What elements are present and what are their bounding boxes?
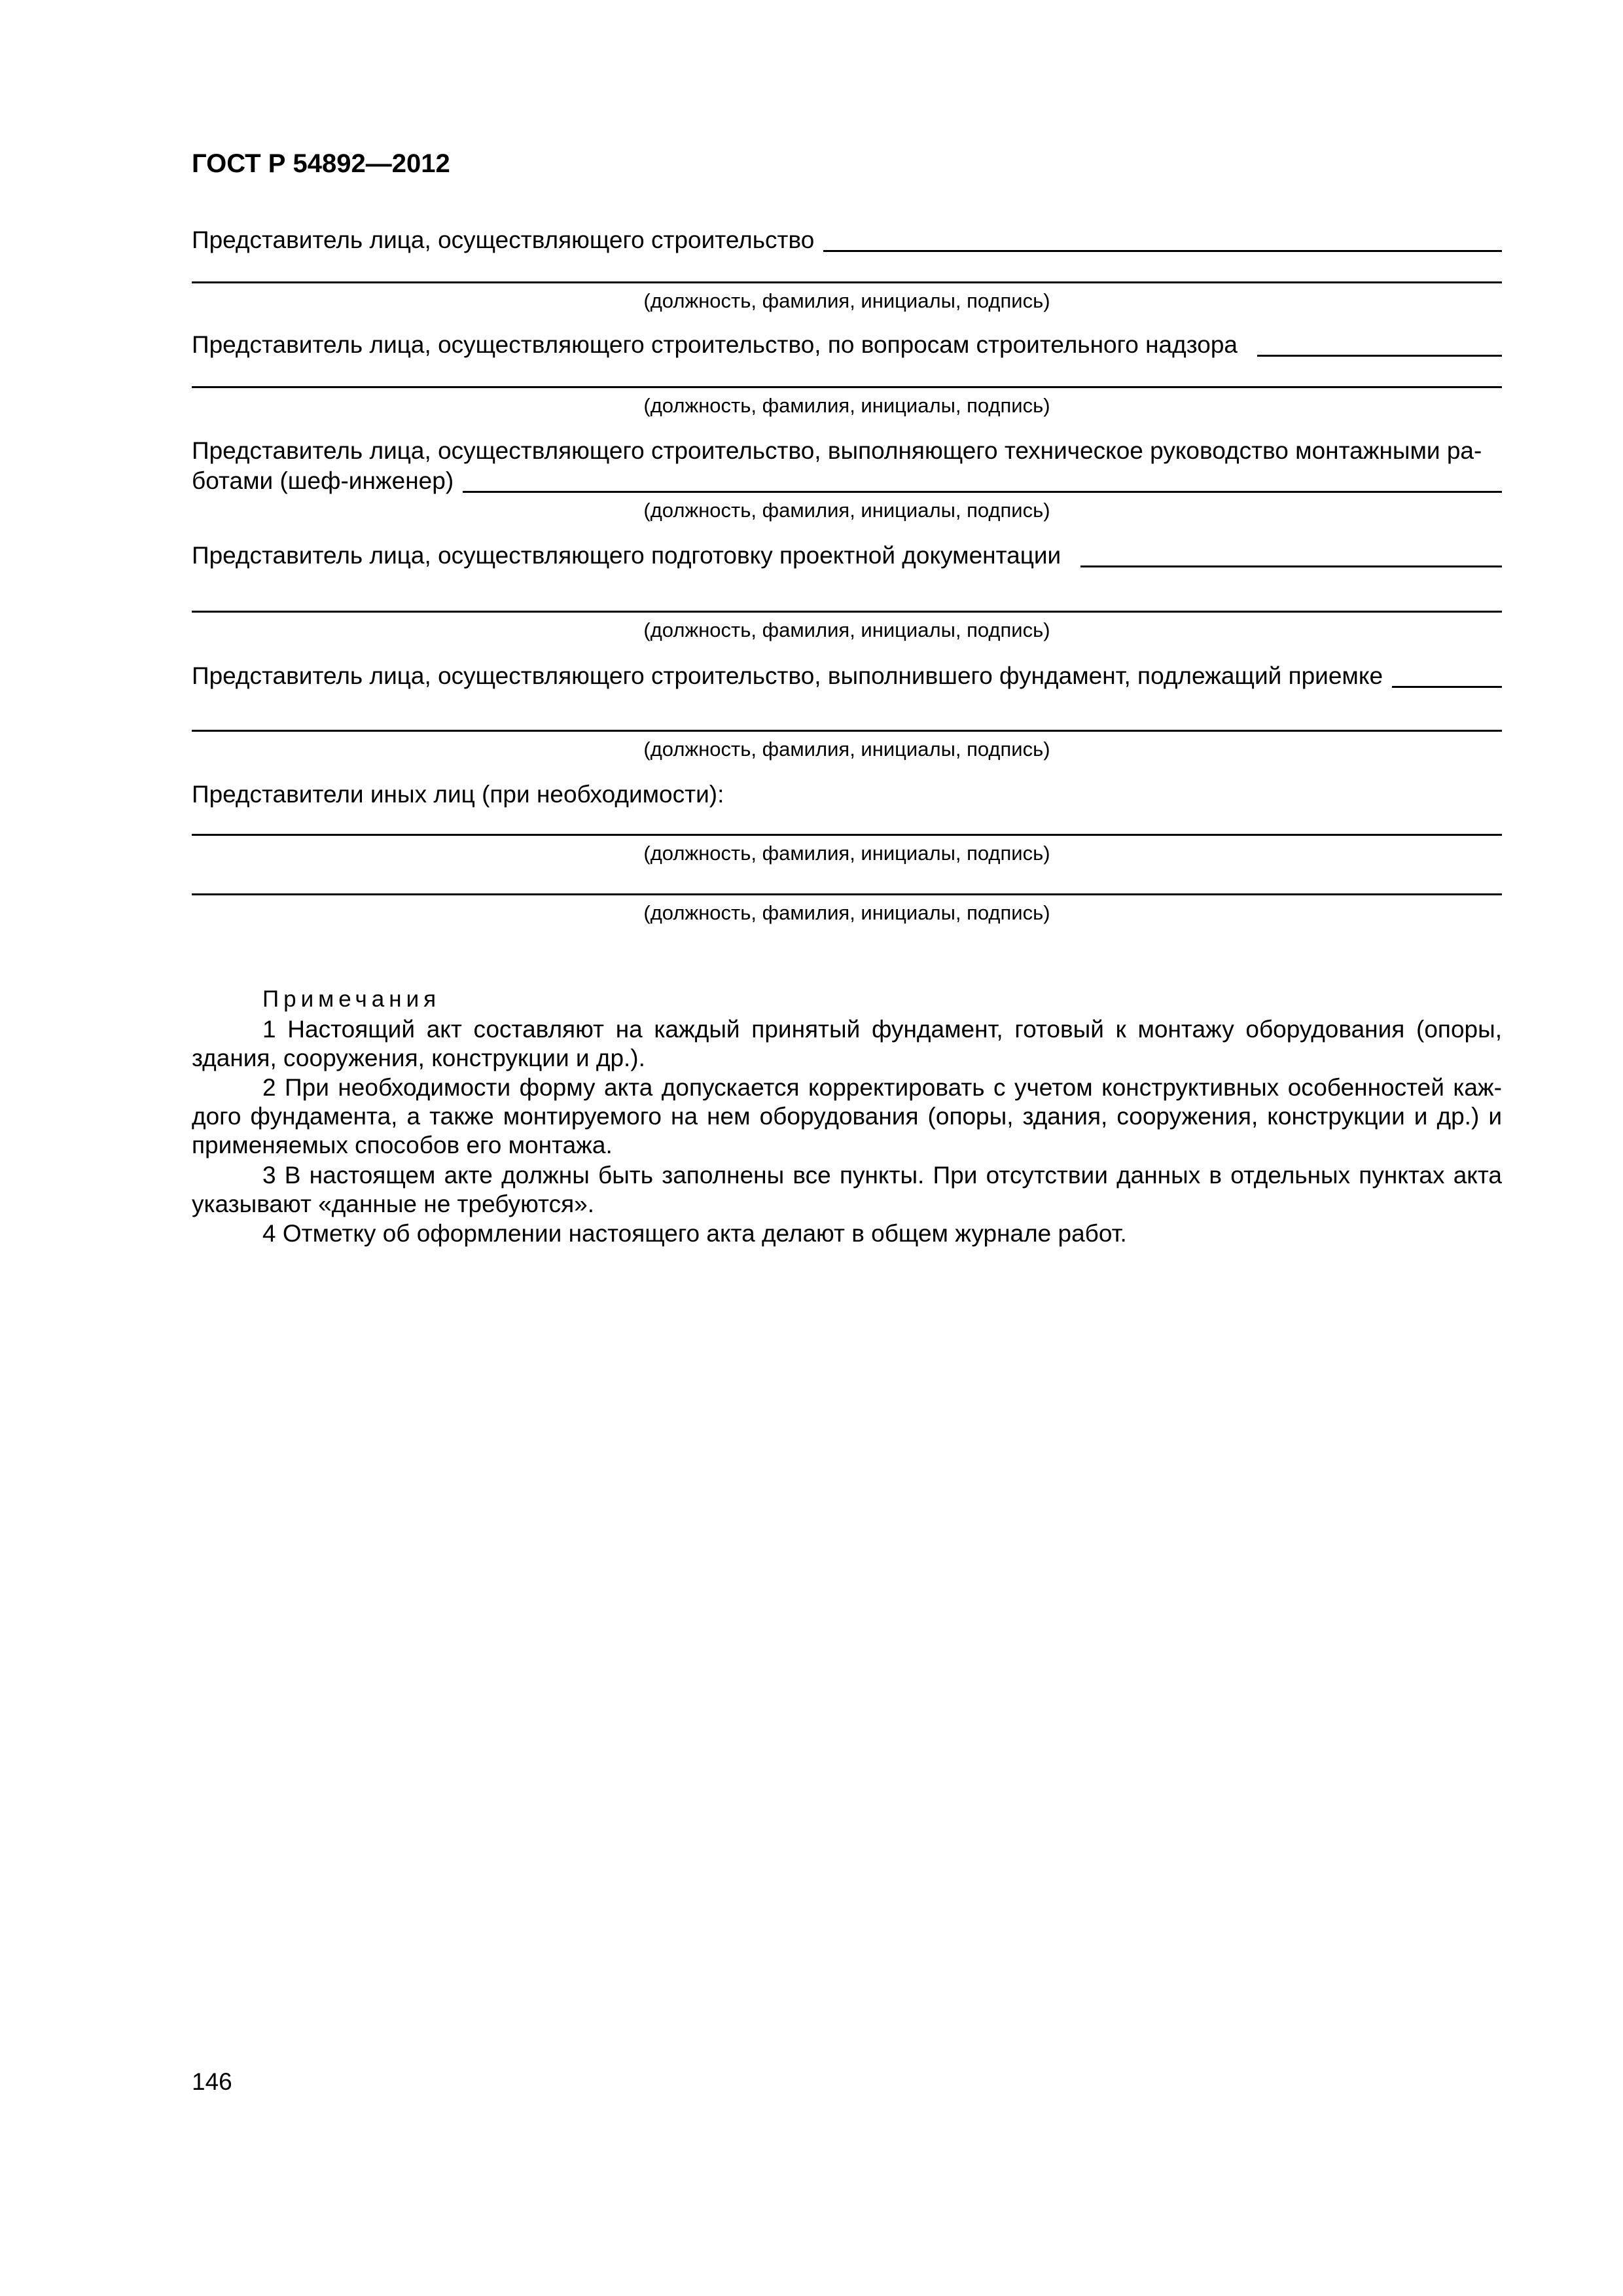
signature-caption: (должность, фамилия, инициалы, подпись) (643, 394, 1050, 417)
signature-line[interactable] (192, 834, 1502, 836)
note-item: 2 При необходимости форму акта допускается корректировать с учетом конструктивных особенностей каж-дого фундамента, а также монтируемого на нем оборудования (опоры, здания, сооружения, конструкции и др.) и применяемых способов его монтажа. (192, 1074, 1502, 1158)
signature-label: Представитель лица, осуществляющего строительство, выполняющего техническое руководство монтажными ра- (192, 437, 1482, 464)
signature-blank[interactable] (463, 469, 1502, 493)
signature-label: Представитель лица, осуществляющего подготовку проектной документации (192, 542, 1061, 569)
note-item: 4 Отметку об оформлении настоящего акта делают в общем журнале работ. (262, 1220, 1127, 1247)
signature-blank[interactable] (1257, 332, 1502, 357)
signature-blank[interactable] (823, 228, 1502, 252)
signature-caption: (должность, фамилия, инициалы, подпись) (643, 619, 1050, 641)
signature-caption: (должность, фамилия, инициалы, подпись) (643, 842, 1050, 865)
signature-row (192, 226, 1502, 255)
signature-blank[interactable] (1392, 664, 1502, 688)
signature-caption: (должность, фамилия, инициалы, подпись) (643, 738, 1050, 761)
note-item: 1 Настоящий акт составляют на каждый принятый фундамент, готовый к монтажу оборудования (опоры, здания, сооружения, конструкции и др.). (192, 1016, 1502, 1071)
signature-row (192, 541, 1502, 570)
signature-line[interactable] (192, 386, 1502, 388)
page-number: 146 (192, 2068, 232, 2095)
signature-caption: (должность, фамилия, инициалы, подпись) (643, 499, 1050, 522)
signature-label: Представитель лица, осуществляющего строительство, выполнившего фундамент, подлежащий приемке (192, 662, 1383, 689)
notes-title: Примечания (262, 986, 441, 1012)
signature-line[interactable] (192, 281, 1502, 283)
note-item: 3 В настоящем акте должны быть заполнены все пункты. При отсутствии данных в отдельных пунктах акта указывают «данные не требуются». (192, 1162, 1502, 1217)
signature-caption: (должность, фамилия, инициалы, подпись) (643, 901, 1050, 924)
signature-row (192, 331, 1502, 359)
signature-label: Представитель лица, осуществляющего строительство, по вопросам строительного надзора (192, 331, 1238, 358)
signature-row (192, 662, 1502, 691)
signature-line[interactable] (192, 611, 1502, 613)
signature-line[interactable] (192, 893, 1502, 895)
signature-row (192, 467, 1502, 495)
signature-caption: (должность, фамилия, инициалы, подпись) (643, 289, 1050, 312)
signature-label: Представитель лица, осуществляющего строительство (192, 226, 815, 253)
signature-label: ботами (шеф-инженер) (192, 467, 454, 494)
document-header: ГОСТ Р 54892—2012 (192, 149, 450, 178)
signature-line[interactable] (192, 730, 1502, 732)
signature-label: Представители иных лиц (при необходимости): (192, 781, 724, 808)
signature-blank[interactable] (1080, 543, 1502, 567)
